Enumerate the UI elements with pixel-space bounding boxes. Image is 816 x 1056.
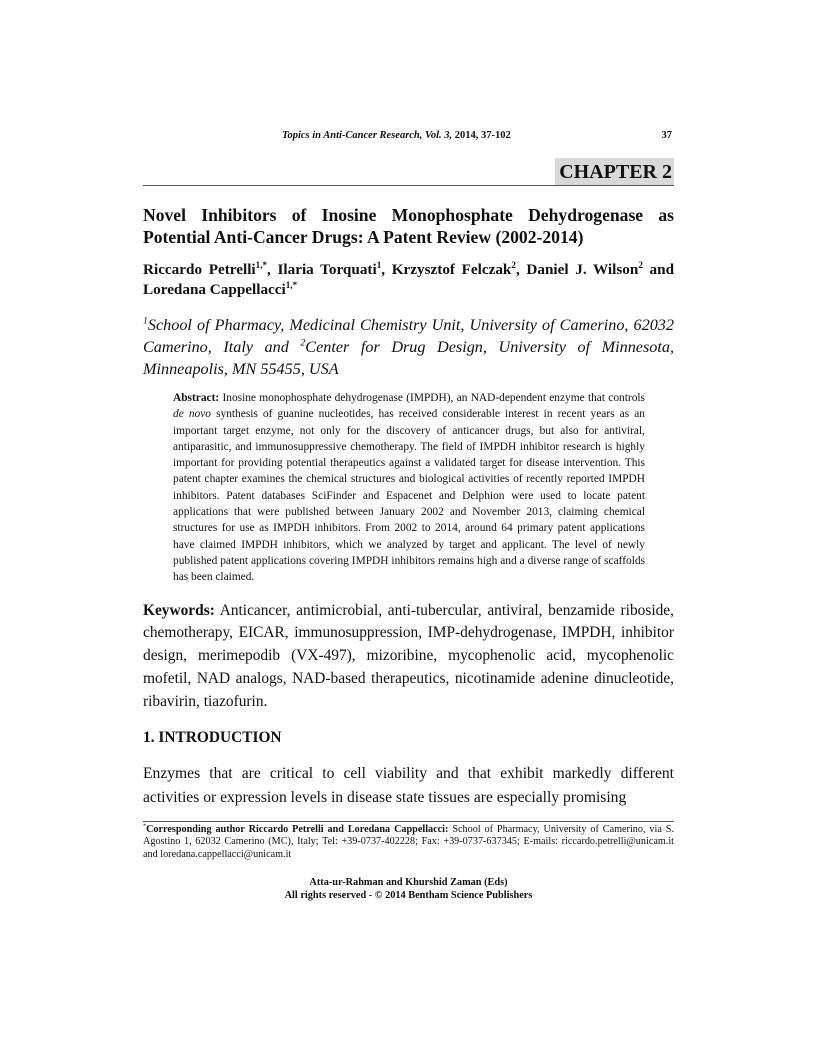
chapter-label: CHAPTER 2 bbox=[555, 158, 674, 185]
footnote bbox=[143, 824, 674, 862]
author-name: Daniel J. Wilson bbox=[526, 261, 639, 278]
author-list bbox=[143, 260, 674, 300]
keywords-text: Anticancer, antimicrobial, anti-tubercular, antiviral, benzamide riboside, chemotherapy, EICAR, immunosuppression, IMP-dehydrogenase, IMPDH, inhibitor design, merimepodib (VX-497), mizoribine, mycophenolic acid, mycophenolic mofetil, NAD analogs, NAD-based therapeutics, nicotinamide adenine dinucleotide, ribavirin, tiazofurin. bbox=[143, 601, 674, 710]
chapter-title: Novel Inhibitors of Inosine Monophosphate Dehydrogenase as Potential Anti-Cancer Drugs: A Patent Review (2002-2014) bbox=[143, 205, 674, 247]
chapter-label-row bbox=[143, 158, 674, 185]
separator: , bbox=[267, 261, 278, 278]
affiliation-2: Center for Drug Design, University of Minnesota, Minneapolis, MN 55455, USA bbox=[143, 338, 675, 378]
copyright: All rights reserved - © 2014 Bentham Science Publishers bbox=[284, 889, 533, 901]
abstract-italic: de novo bbox=[173, 408, 211, 421]
author bbox=[277, 261, 391, 278]
affiliation-1: School of Pharmacy, Medicinal Chemistry Unit, University of Camerino, 62032 Camerino, Italy and bbox=[143, 316, 674, 356]
author bbox=[143, 261, 277, 278]
page-column bbox=[143, 0, 674, 942]
keywords bbox=[143, 600, 674, 714]
separator: , bbox=[381, 261, 392, 278]
abstract bbox=[173, 390, 645, 586]
journal-citation bbox=[282, 128, 511, 144]
author-name: Krzysztof Felczak bbox=[391, 261, 512, 278]
footnote-rule bbox=[143, 821, 674, 822]
abstract-label: Abstract: bbox=[173, 392, 220, 404]
abstract-text: synthesis of guanine nucleotides, has received considerable interest in recent years as an important target enzyme, not only for the discovery of anticancer drugs, but also for antiviral, antiparasitic, and immunosuppressive chemotherapy. The field of IMPDH inhibitor research is highly important for providing potential therapeutics against a validated target for disease intervention. This patent chapter examines the chemical structures and biological activities of recently reported IMPDH inhibitors. Patent databases SciFinder and Espacenet and Delphion were used to locate patent applications that were published between January 2002 and November 2013, claiming chemical structures for use as IMPDH inhibitors. From 2002 to 2014, around 64 primary patent applications have claimed IMPDH inhibitors, which we analyzed by target and applicant. The level of newly published patent applications covering IMPDH inhibitors remains high and a diverse range of scaffolds has been claimed. bbox=[173, 408, 645, 584]
author bbox=[143, 281, 297, 298]
separator: , bbox=[515, 261, 527, 278]
author-name: Ilaria Torquati bbox=[277, 261, 377, 278]
year-pages: 2014, 37-102 bbox=[452, 130, 511, 141]
header-rule bbox=[143, 185, 674, 186]
footnote-mark: * bbox=[143, 823, 147, 830]
footnote-label: Corresponding author Riccardo Petrelli and Loredana Cappellacci: bbox=[146, 823, 449, 835]
section-heading: 1. INTRODUCTION bbox=[143, 728, 282, 746]
footnote-text: School of Pharmacy, University of Camerino, via S. Agostino 1, 62032 Camerino (MC), Italy; Tel: +39-0737-402228; Fax: +39-0737-637345; E-mails: riccardo.petrelli@unicam.it and loredana.cappellacci@unicam.it bbox=[143, 823, 675, 860]
author-affiliation-mark: 1 bbox=[376, 259, 382, 270]
journal-name: Topics in Anti-Cancer Research, Vol. 3, bbox=[282, 130, 453, 141]
affiliation-mark: 1 bbox=[143, 315, 148, 327]
author bbox=[526, 261, 674, 278]
page-number: 37 bbox=[661, 130, 672, 141]
publisher-info bbox=[143, 876, 674, 902]
author-name: Loredana Cappellacci bbox=[143, 281, 286, 298]
introduction-text: Enzymes that are critical to cell viability and that exhibit markedly different activities or expression levels in disease state tissues are especially promising bbox=[143, 764, 674, 807]
affiliation-mark: 2 bbox=[300, 337, 306, 349]
affiliations bbox=[143, 314, 674, 380]
author-name: Riccardo Petrelli bbox=[143, 261, 256, 278]
separator: and bbox=[642, 261, 675, 278]
author-affiliation-mark: 2 bbox=[638, 259, 643, 270]
author-affiliation-mark: 1,* bbox=[255, 259, 268, 270]
keywords-label: Keywords: bbox=[143, 601, 215, 619]
author bbox=[392, 261, 527, 278]
editors: Atta-ur-Rahman and Khurshid Zaman (Eds) bbox=[309, 876, 508, 888]
author-affiliation-mark: 2 bbox=[511, 259, 516, 270]
abstract-text: Inosine monophosphate dehydrogenase (IMPDH), an NAD-dependent enzyme that controls bbox=[219, 392, 645, 404]
running-header bbox=[143, 128, 674, 144]
author-affiliation-mark: 1,* bbox=[285, 279, 298, 290]
